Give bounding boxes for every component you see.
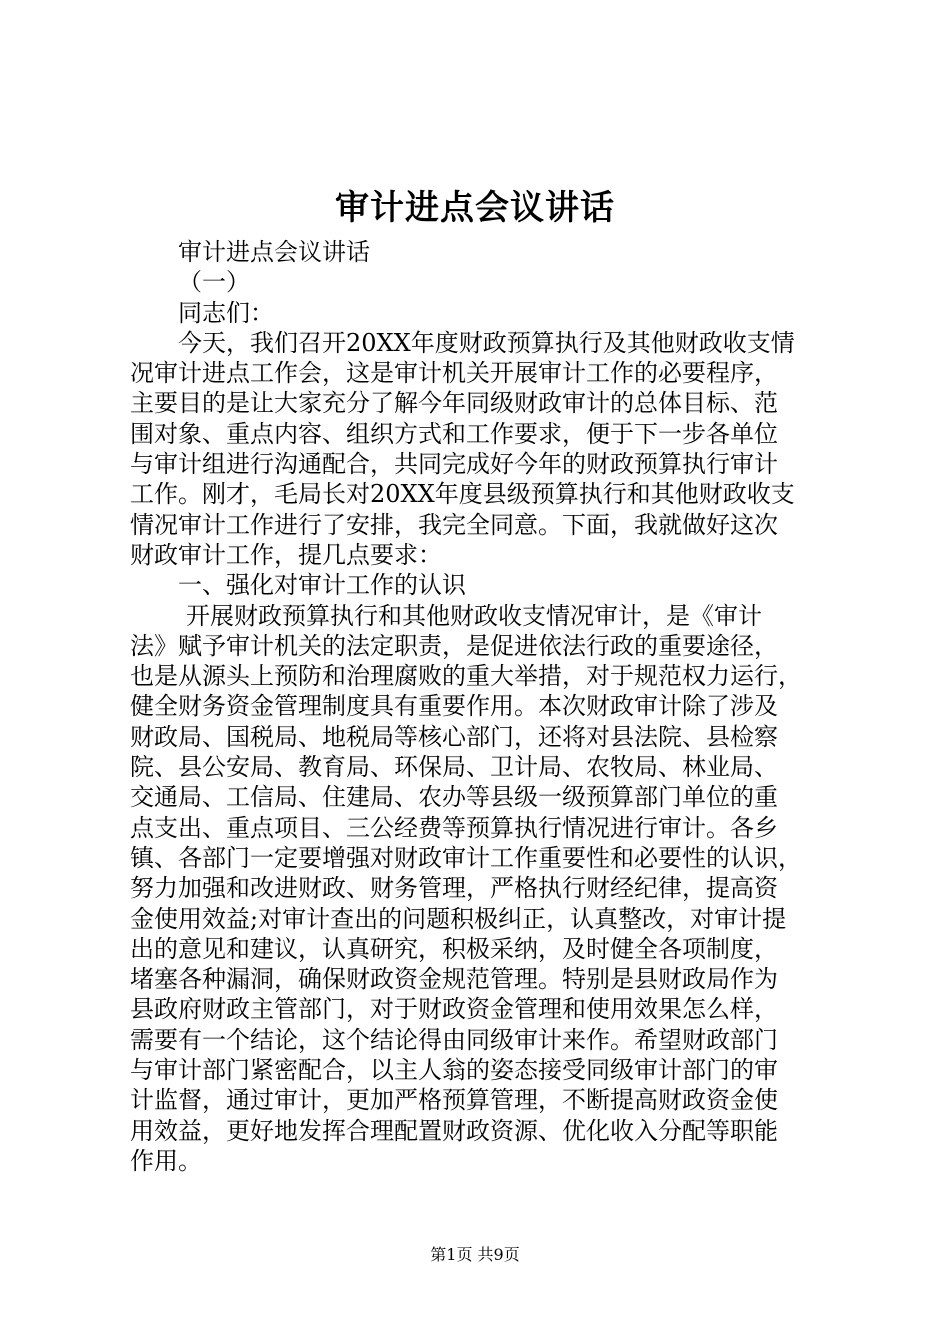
- paragraph-line: 需要有一个结论，这个结论得由同级审计来作。希望财政部门: [130, 1025, 778, 1054]
- paragraph-line: 健全财务资金管理制度具有重要作用。本次财政审计除了涉及: [130, 692, 778, 721]
- paragraph-line: 计监督，通过审计，更加严格预算管理，不断提高财政资金使: [130, 1086, 778, 1115]
- page-footer: 第1页 共9页: [430, 1245, 520, 1264]
- paragraph-line: 与审计部门紧密配合，以主人翁的姿态接受同级审计部门的审: [130, 1056, 778, 1085]
- paragraph-line: 主要目的是让大家充分了解今年同级财政审计的总体目标、范: [130, 389, 778, 418]
- paragraph-line: 情况审计工作进行了安排，我完全同意。下面，我就做好这次: [130, 510, 778, 539]
- paragraph-line: 努力加强和改进财政、财务管理，严格执行财经纪律，提高资: [130, 874, 778, 903]
- paragraph-line: 今天，我们召开20XX年度财政预算执行及其他财政收支情: [178, 328, 795, 357]
- paragraph-line: 与审计组进行沟通配合，共同完成好今年的财政预算执行审计: [130, 450, 778, 479]
- paragraph-line: 出的意见和建议，认真研究，积极采纳，及时健全各项制度，: [130, 934, 778, 963]
- paragraph-line: 也是从源头上预防和治理腐败的重大举措，对于规范权力运行，: [130, 662, 802, 691]
- paragraph-line: 作用。: [130, 1146, 202, 1175]
- paragraph-line: 镇、各部门一定要增强对财政审计工作重要性和必要性的认识，: [130, 843, 802, 872]
- subtitle-line: 审计进点会议讲话: [178, 238, 370, 266]
- page-title: 审计进点会议讲话: [335, 188, 615, 228]
- paragraph-line: 围对象、重点内容、组织方式和工作要求，便于下一步各单位: [130, 419, 778, 448]
- paragraph-line: 财政局、国税局、地税局等核心部门，还将对县法院、县检察: [130, 722, 778, 751]
- paragraph-line: 县政府财政主管部门，对于财政资金管理和使用效果怎么样，: [130, 995, 778, 1024]
- paragraph-line: 况审计进点工作会，这是审计机关开展审计工作的必要程序，: [130, 359, 778, 388]
- paragraph-line: 金使用效益;对审计查出的问题积极纠正，认真整改，对审计提: [130, 904, 787, 933]
- paragraph-line: 院、县公安局、教育局、环保局、卫计局、农牧局、林业局、: [130, 753, 778, 782]
- paragraph-line: 堵塞各种漏洞，确保财政资金规范管理。特别是县财政局作为: [130, 965, 778, 994]
- paragraph-line: 点支出、重点项目、三公经费等预算执行情况进行审计。各乡: [130, 813, 778, 842]
- paragraph-line: 工作。刚才，毛局长对20XX年度县级预算执行和其他财政收支: [130, 480, 795, 509]
- paragraph-line: 交通局、工信局、住建局、农办等县级一级预算部门单位的重: [130, 783, 778, 812]
- section-heading: 一、强化对审计工作的认识: [178, 571, 466, 600]
- salutation-line: 同志们：: [178, 298, 274, 327]
- paragraph-line: 用效益，更好地发挥合理配置财政资源、优化收入分配等职能: [130, 1116, 778, 1145]
- paragraph-line: 财政审计工作，提几点要求：: [130, 540, 442, 569]
- paragraph-line: 开展财政预算执行和其他财政收支情况审计，是《审计: [186, 601, 762, 630]
- document-body: [130, 237, 855, 1176]
- paragraph-line: 法》赋予审计机关的法定职责，是促进依法行政的重要途径，: [130, 631, 778, 660]
- section-number-line: （一）: [178, 268, 250, 297]
